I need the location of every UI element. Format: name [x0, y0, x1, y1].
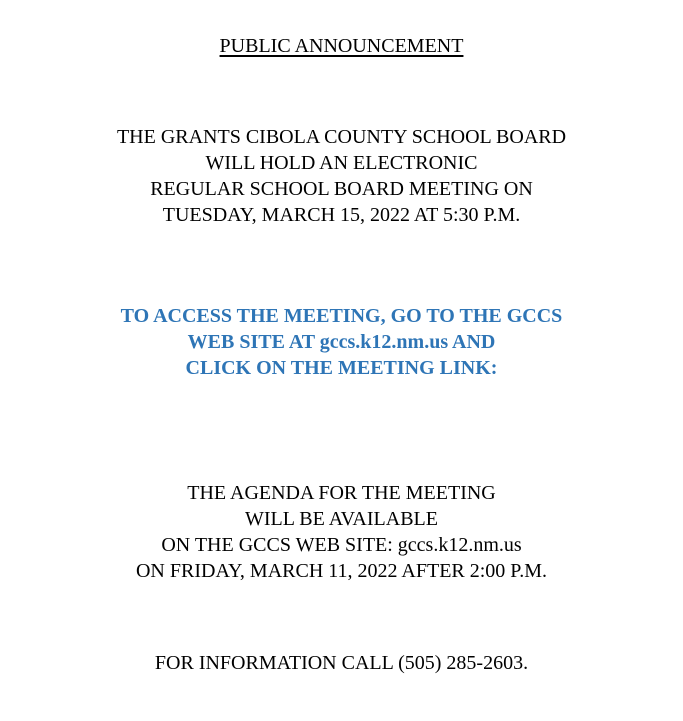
- announcement-heading: PUBLIC ANNOUNCEMENT: [219, 35, 464, 57]
- meeting-notice-line: WILL HOLD AN ELECTRONIC: [205, 152, 478, 174]
- meeting-notice-line: REGULAR SCHOOL BOARD MEETING ON: [150, 178, 533, 200]
- access-instructions-line: CLICK ON THE MEETING LINK:: [185, 357, 498, 379]
- access-instructions-line: TO ACCESS THE MEETING, GO TO THE GCCS: [120, 305, 563, 327]
- meeting-notice-line: THE GRANTS CIBOLA COUNTY SCHOOL BOARD: [116, 126, 567, 148]
- contact-info: FOR INFORMATION CALL (505) 285-2603.: [154, 652, 529, 674]
- meeting-notice-line: TUESDAY, MARCH 15, 2022 AT 5:30 P.M.: [162, 204, 521, 226]
- agenda-notice-line: THE AGENDA FOR THE MEETING: [187, 482, 496, 504]
- access-instructions-line: WEB SITE AT gccs.k12.nm.us AND: [187, 331, 496, 353]
- agenda-notice-line: ON THE GCCS WEB SITE: gccs.k12.nm.us: [161, 534, 522, 556]
- agenda-notice-line: WILL BE AVAILABLE: [245, 508, 438, 530]
- agenda-notice-line: ON FRIDAY, MARCH 11, 2022 AFTER 2:00 P.M.: [135, 560, 547, 582]
